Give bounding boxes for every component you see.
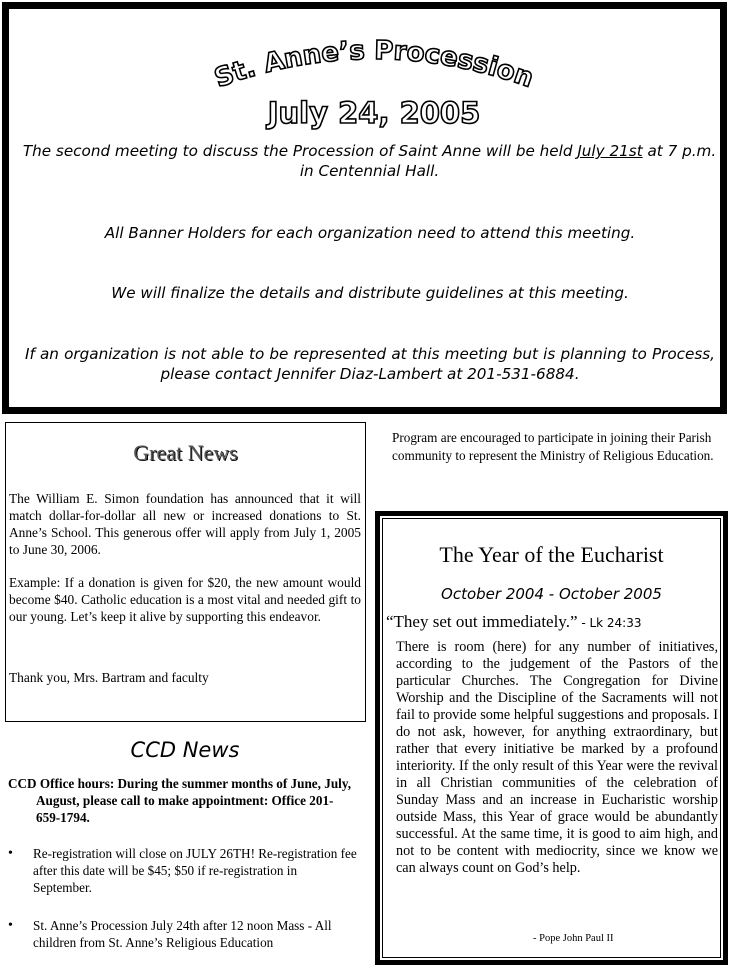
procession-title: [204, 31, 544, 131]
great-news-title: Great News: [133, 440, 238, 465]
eucharist-signature: - Pope John Paul II: [533, 933, 614, 944]
procession-paragraph-3: We will finalize the details and distribute guidelines at this meeting.: [111, 284, 629, 302]
eucharist-dates: October 2004 - October 2005: [441, 585, 662, 603]
list-item-text: St. Anne’s Procession July 24th after 12 noon Mass - All children from St. Anne’s Religious Education: [33, 918, 332, 950]
procession-box: [2, 2, 727, 414]
ccd-news-title: CCD News: [130, 738, 240, 762]
eucharist-inner-border: [382, 518, 721, 958]
great-news-paragraph-2: Example: If a donation is given for $20, the new amount would become $40. Catholic education is a most vital and needed gift to our young. Let’s keep it alive by supporting this endeavor.: [9, 575, 361, 624]
procession-paragraph-2: All Banner Holders for each organization need to attend this meeting.: [104, 224, 636, 242]
procession-title-line1: St. Anne’s Procession: [210, 35, 538, 94]
bullet-icon: •: [8, 918, 13, 933]
great-news-box: [5, 422, 366, 722]
list-item-text: Re-registration will close on JULY 26TH! Re-registration fee after this date will be $45; $50 if re-registration in September.: [33, 846, 357, 895]
eucharist-title: The Year of the Eucharist: [439, 542, 664, 567]
quote-reference: - Lk 24:33: [577, 616, 642, 630]
ccd-office-hours: CCD Office hours: During the summer months of June, July, August, please call to make appointment: Office 201-659-1794.: [8, 776, 352, 825]
procession-paragraph-1: The second meeting to discuss the Procession of Saint Anne will be held July 21st at 7 p.m. in Centennial Hall.: [22, 142, 717, 180]
eucharist-body: There is room (here) for any number of initiatives, according to the judgement of the Pastors of the particular Churches. The Congregation for Divine Worship and the Discipline of the Sacraments will not fail to provide some helpful suggestions and proposals. I do not ask, however, for anything extraordinary, but rather that every initiative be marked by a profound interiority. If the only result of this Year were the revival in all Christian communities of the celebration of Sunday Mass and an increase in Eucharistic worship outside Mass, this Year of grace would be abundantly successful. At the same time, it is good to aim high, and not to be content with mediocrity, since we know we can always count on God’s help.: [396, 639, 718, 876]
great-news-paragraph-1: The William E. Simon foundation has announced that it will match dollar-for-dollar all new or increased donations to St. Anne’s School. This generous offer will apply from July 1, 2005 to June 30, 2006.: [9, 491, 361, 557]
great-news-paragraph-3: Thank you, Mrs. Bartram and faculty: [9, 670, 209, 685]
bullet-icon: •: [8, 846, 13, 861]
procession-title-line2: July 24, 2005: [267, 96, 481, 130]
eucharist-box: [375, 511, 728, 965]
ccd-continued-text: Program are encouraged to participate in joining their Parish community to represent the Ministry of Religious Education.: [392, 430, 714, 463]
eucharist-quote: “They set out immediately.” - Lk 24:33: [386, 612, 642, 631]
meeting-date: July 21st: [577, 142, 643, 160]
procession-paragraph-4: If an organization is not able to be represented at this meeting but is planning to Process, please contact Jennifer Diaz-Lambert at 201-531-6884.: [25, 345, 715, 383]
